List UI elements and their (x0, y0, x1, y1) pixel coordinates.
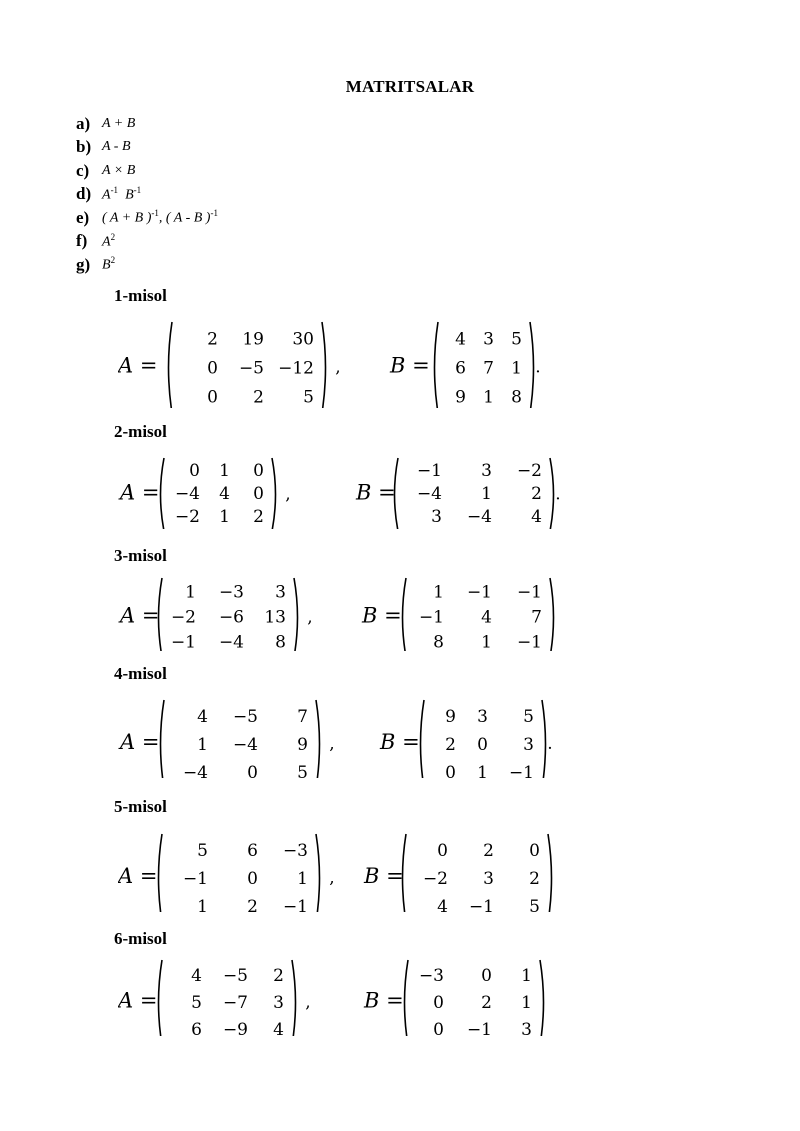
matrix-cell: −1 (516, 632, 542, 651)
matrix-cell: 2 (247, 896, 258, 912)
matrix-cell: 2 (529, 868, 540, 889)
matrix-left-bracket (395, 458, 399, 529)
matrix-cell: 19 (242, 329, 264, 350)
matrix-cell: 5 (511, 329, 522, 350)
matrix-cell: 1 (521, 966, 532, 987)
matrix-cell: 7 (483, 358, 494, 379)
matrix-equation (118, 956, 568, 1036)
matrix-cell: −5 (238, 358, 264, 379)
task-letter: e) (76, 207, 90, 227)
task-item (76, 159, 218, 183)
matrix-cell: −7 (222, 993, 248, 1014)
matrix-cell: 3 (483, 329, 494, 350)
matrix-cell: 4 (219, 483, 230, 504)
task-expression: $A^2$ (102, 231, 116, 250)
task-letter: g) (76, 254, 91, 274)
matrix-b-label: B = (364, 988, 404, 1013)
matrix-cell: −2 (422, 868, 448, 889)
matrix-cell: −1 (468, 896, 494, 912)
matrix-cell: 1 (185, 582, 196, 603)
matrix-a-label: A = (120, 603, 160, 628)
matrix-cell: 2 (207, 329, 218, 350)
matrix-cell: −1 (282, 896, 308, 912)
matrix-cell: −3 (418, 966, 444, 987)
matrix-left-bracket (159, 578, 163, 651)
matrix-cell: 6 (455, 358, 466, 379)
matrix-cell: −4 (218, 632, 244, 651)
task-letter: d) (76, 184, 92, 204)
matrix-right-bracket (548, 834, 552, 912)
matrix-cell: 4 (273, 1020, 284, 1036)
matrix-cell: −2 (174, 506, 200, 527)
matrix-cell: 3 (483, 868, 494, 889)
separator-period: . (555, 484, 561, 505)
task-item (76, 183, 218, 207)
matrix-cell: 4 (481, 607, 492, 628)
matrix-cell: 5 (191, 993, 202, 1014)
matrix-equation (118, 696, 568, 778)
matrix-cell: 13 (264, 607, 286, 628)
matrix-b-label: B = (380, 730, 420, 754)
matrix-cell: 0 (433, 1020, 444, 1036)
task-expression: A × B (102, 162, 136, 178)
matrix-cell: −4 (416, 483, 442, 504)
matrix-cell: −1 (416, 460, 442, 481)
matrix-cell: 0 (247, 868, 258, 889)
matrix-left-bracket (403, 578, 407, 651)
matrix-cell: 5 (297, 762, 308, 778)
matrix-right-bracket (272, 458, 276, 529)
matrix-cell: 2 (273, 966, 284, 987)
matrix-right-bracket (550, 578, 554, 651)
matrix-right-bracket (316, 700, 320, 778)
matrix-left-bracket (169, 322, 173, 408)
matrix-cell: 0 (253, 460, 264, 481)
matrix-cell: 0 (477, 734, 488, 755)
matrix-cell: 4 (191, 966, 202, 987)
matrix-cell: 9 (297, 734, 308, 755)
matrix-cell: 2 (481, 993, 492, 1014)
matrix-cell: 1 (521, 993, 532, 1014)
matrix-right-bracket (530, 322, 534, 408)
task-expression: A + B (102, 115, 136, 131)
matrix-right-bracket (542, 700, 546, 778)
matrix-cell: 2 (253, 506, 264, 527)
matrix-cell: −3 (282, 840, 308, 861)
matrix-b-label: B = (364, 864, 404, 888)
matrix-right-bracket (292, 960, 296, 1036)
matrix-right-bracket (294, 578, 298, 651)
matrix-cell: −5 (222, 966, 248, 987)
example-title: 2-misol (114, 422, 167, 441)
matrix-cell: 1 (511, 358, 522, 379)
example-title: 5-misol (114, 797, 167, 816)
matrix-cell: 0 (529, 840, 540, 861)
example-title: 4-misol (114, 664, 167, 683)
matrix-cell: 0 (189, 460, 200, 481)
matrix-cell: 5 (529, 896, 540, 912)
matrix-cell: 0 (247, 762, 258, 778)
matrix-cell: 3 (275, 582, 286, 603)
matrix-cell: −4 (466, 506, 492, 527)
separator-comma: , (335, 357, 341, 378)
task-letter: b) (76, 137, 92, 157)
matrix-b-label: B = (362, 603, 402, 628)
separator-comma: , (329, 868, 335, 888)
matrix-cell: 4 (197, 706, 208, 727)
matrix-cell: 9 (445, 706, 456, 727)
matrix-cell: 4 (531, 506, 542, 527)
separator-period: . (547, 734, 553, 754)
matrix-cell: 0 (481, 966, 492, 987)
example-title: 3-misol (114, 546, 167, 565)
task-expression: $A^{-1}$ $B^{-1}$ (102, 184, 142, 203)
task-expression: A - B (102, 139, 131, 155)
matrix-cell: 0 (445, 762, 456, 778)
matrix-equation (118, 454, 568, 529)
matrix-cell: 9 (455, 387, 466, 408)
task-item (76, 136, 218, 160)
matrix-cell: −1 (508, 762, 534, 778)
matrix-cell: 4 (437, 896, 448, 912)
matrix-equation (118, 318, 568, 408)
matrix-cell: 0 (207, 358, 218, 379)
matrix-right-bracket (322, 322, 326, 408)
matrix-cell: 0 (437, 840, 448, 861)
matrix-cell: 3 (521, 1020, 532, 1036)
matrix-cell: 3 (523, 734, 534, 755)
matrix-cell: 2 (531, 483, 542, 504)
matrix-cell: 2 (253, 387, 264, 408)
matrix-cell: 0 (207, 387, 218, 408)
matrix-cell: −4 (174, 483, 200, 504)
separator-comma: , (307, 607, 313, 628)
matrix-a-label: A = (120, 730, 160, 754)
matrix-cell: 3 (477, 706, 488, 727)
matrix-cell: 6 (191, 1020, 202, 1036)
matrix-cell: −12 (278, 358, 314, 379)
matrix-cell: 1 (219, 460, 230, 481)
task-letter: c) (76, 160, 90, 180)
matrix-cell: 7 (297, 706, 308, 727)
matrix-cell: −1 (466, 1020, 492, 1036)
matrix-left-bracket (403, 834, 407, 912)
matrix-cell: −4 (232, 734, 258, 755)
matrix-left-bracket (161, 700, 165, 778)
matrix-b-label: B = (390, 353, 430, 378)
example-title: 6-misol (114, 929, 167, 948)
matrix-a-label: A = (118, 864, 158, 888)
matrix-cell: 0 (253, 483, 264, 504)
task-item (76, 112, 218, 136)
matrix-cell: −6 (218, 607, 244, 628)
matrix-cell: −5 (232, 706, 258, 727)
matrix-cell: 5 (523, 706, 534, 727)
matrix-cell: 1 (481, 632, 492, 651)
matrix-cell: 3 (273, 993, 284, 1014)
matrix-a-label: A = (118, 988, 158, 1013)
matrix-cell: 1 (297, 868, 308, 889)
matrix-cell: 30 (292, 329, 314, 350)
matrix-cell: 1 (477, 762, 488, 778)
matrix-cell: −1 (170, 632, 196, 651)
matrix-cell: −1 (466, 582, 492, 603)
separator-comma: , (305, 992, 311, 1013)
matrix-left-bracket (421, 700, 425, 778)
separator-period: . (535, 357, 541, 378)
matrix-cell: 1 (433, 582, 444, 603)
matrix-right-bracket (550, 458, 554, 529)
matrix-cell: −9 (222, 1020, 248, 1036)
matrix-right-bracket (316, 834, 320, 912)
matrix-cell: 8 (511, 387, 522, 408)
matrix-left-bracket (161, 458, 165, 529)
matrix-cell: 1 (481, 483, 492, 504)
matrix-cell: 1 (197, 734, 208, 755)
separator-comma: , (285, 484, 291, 505)
matrix-cell: 8 (433, 632, 444, 651)
matrix-right-bracket (540, 960, 544, 1036)
matrix-cell: 5 (303, 387, 314, 408)
matrix-b-label: B = (356, 480, 396, 505)
matrix-cell: 5 (197, 840, 208, 861)
page-title: MATRITSALAR (345, 77, 475, 96)
task-letter: a) (76, 113, 91, 133)
task-item (76, 253, 218, 277)
matrix-left-bracket (159, 834, 163, 912)
matrix-a-label: A = (118, 353, 158, 378)
matrix-cell: 7 (531, 607, 542, 628)
task-item (76, 206, 218, 230)
matrix-cell: −1 (516, 582, 542, 603)
task-item (76, 230, 218, 254)
matrix-left-bracket (435, 322, 439, 408)
matrix-left-bracket (405, 960, 409, 1036)
matrix-cell: −4 (182, 762, 208, 778)
matrix-equation (118, 830, 568, 912)
matrix-cell: −2 (516, 460, 542, 481)
task-expression: ( A + B )$^{-1}$, ( A - B )$^{-1}$ (102, 208, 218, 227)
task-list (76, 112, 218, 277)
matrix-cell: 2 (445, 734, 456, 755)
matrix-equation (118, 574, 568, 651)
matrix-cell: −1 (418, 607, 444, 628)
matrix-cell: 1 (197, 896, 208, 912)
task-expression: $B^2$ (102, 255, 116, 274)
matrix-cell: 3 (481, 460, 492, 481)
matrix-left-bracket (159, 960, 163, 1036)
matrix-cell: 4 (455, 329, 466, 350)
matrix-cell: 0 (433, 993, 444, 1014)
separator-comma: , (329, 734, 335, 754)
example-title: 1-misol (114, 286, 167, 305)
task-letter: f) (76, 231, 88, 251)
matrix-cell: 1 (219, 506, 230, 527)
matrix-cell: 6 (247, 840, 258, 861)
matrix-cell: −1 (182, 868, 208, 889)
matrix-cell: 1 (483, 387, 494, 408)
matrix-cell: −2 (170, 607, 196, 628)
matrix-cell: 8 (275, 632, 286, 651)
matrix-cell: −3 (218, 582, 244, 603)
matrix-a-label: A = (120, 480, 160, 505)
matrix-cell: 3 (431, 506, 442, 527)
matrix-cell: 2 (483, 840, 494, 861)
